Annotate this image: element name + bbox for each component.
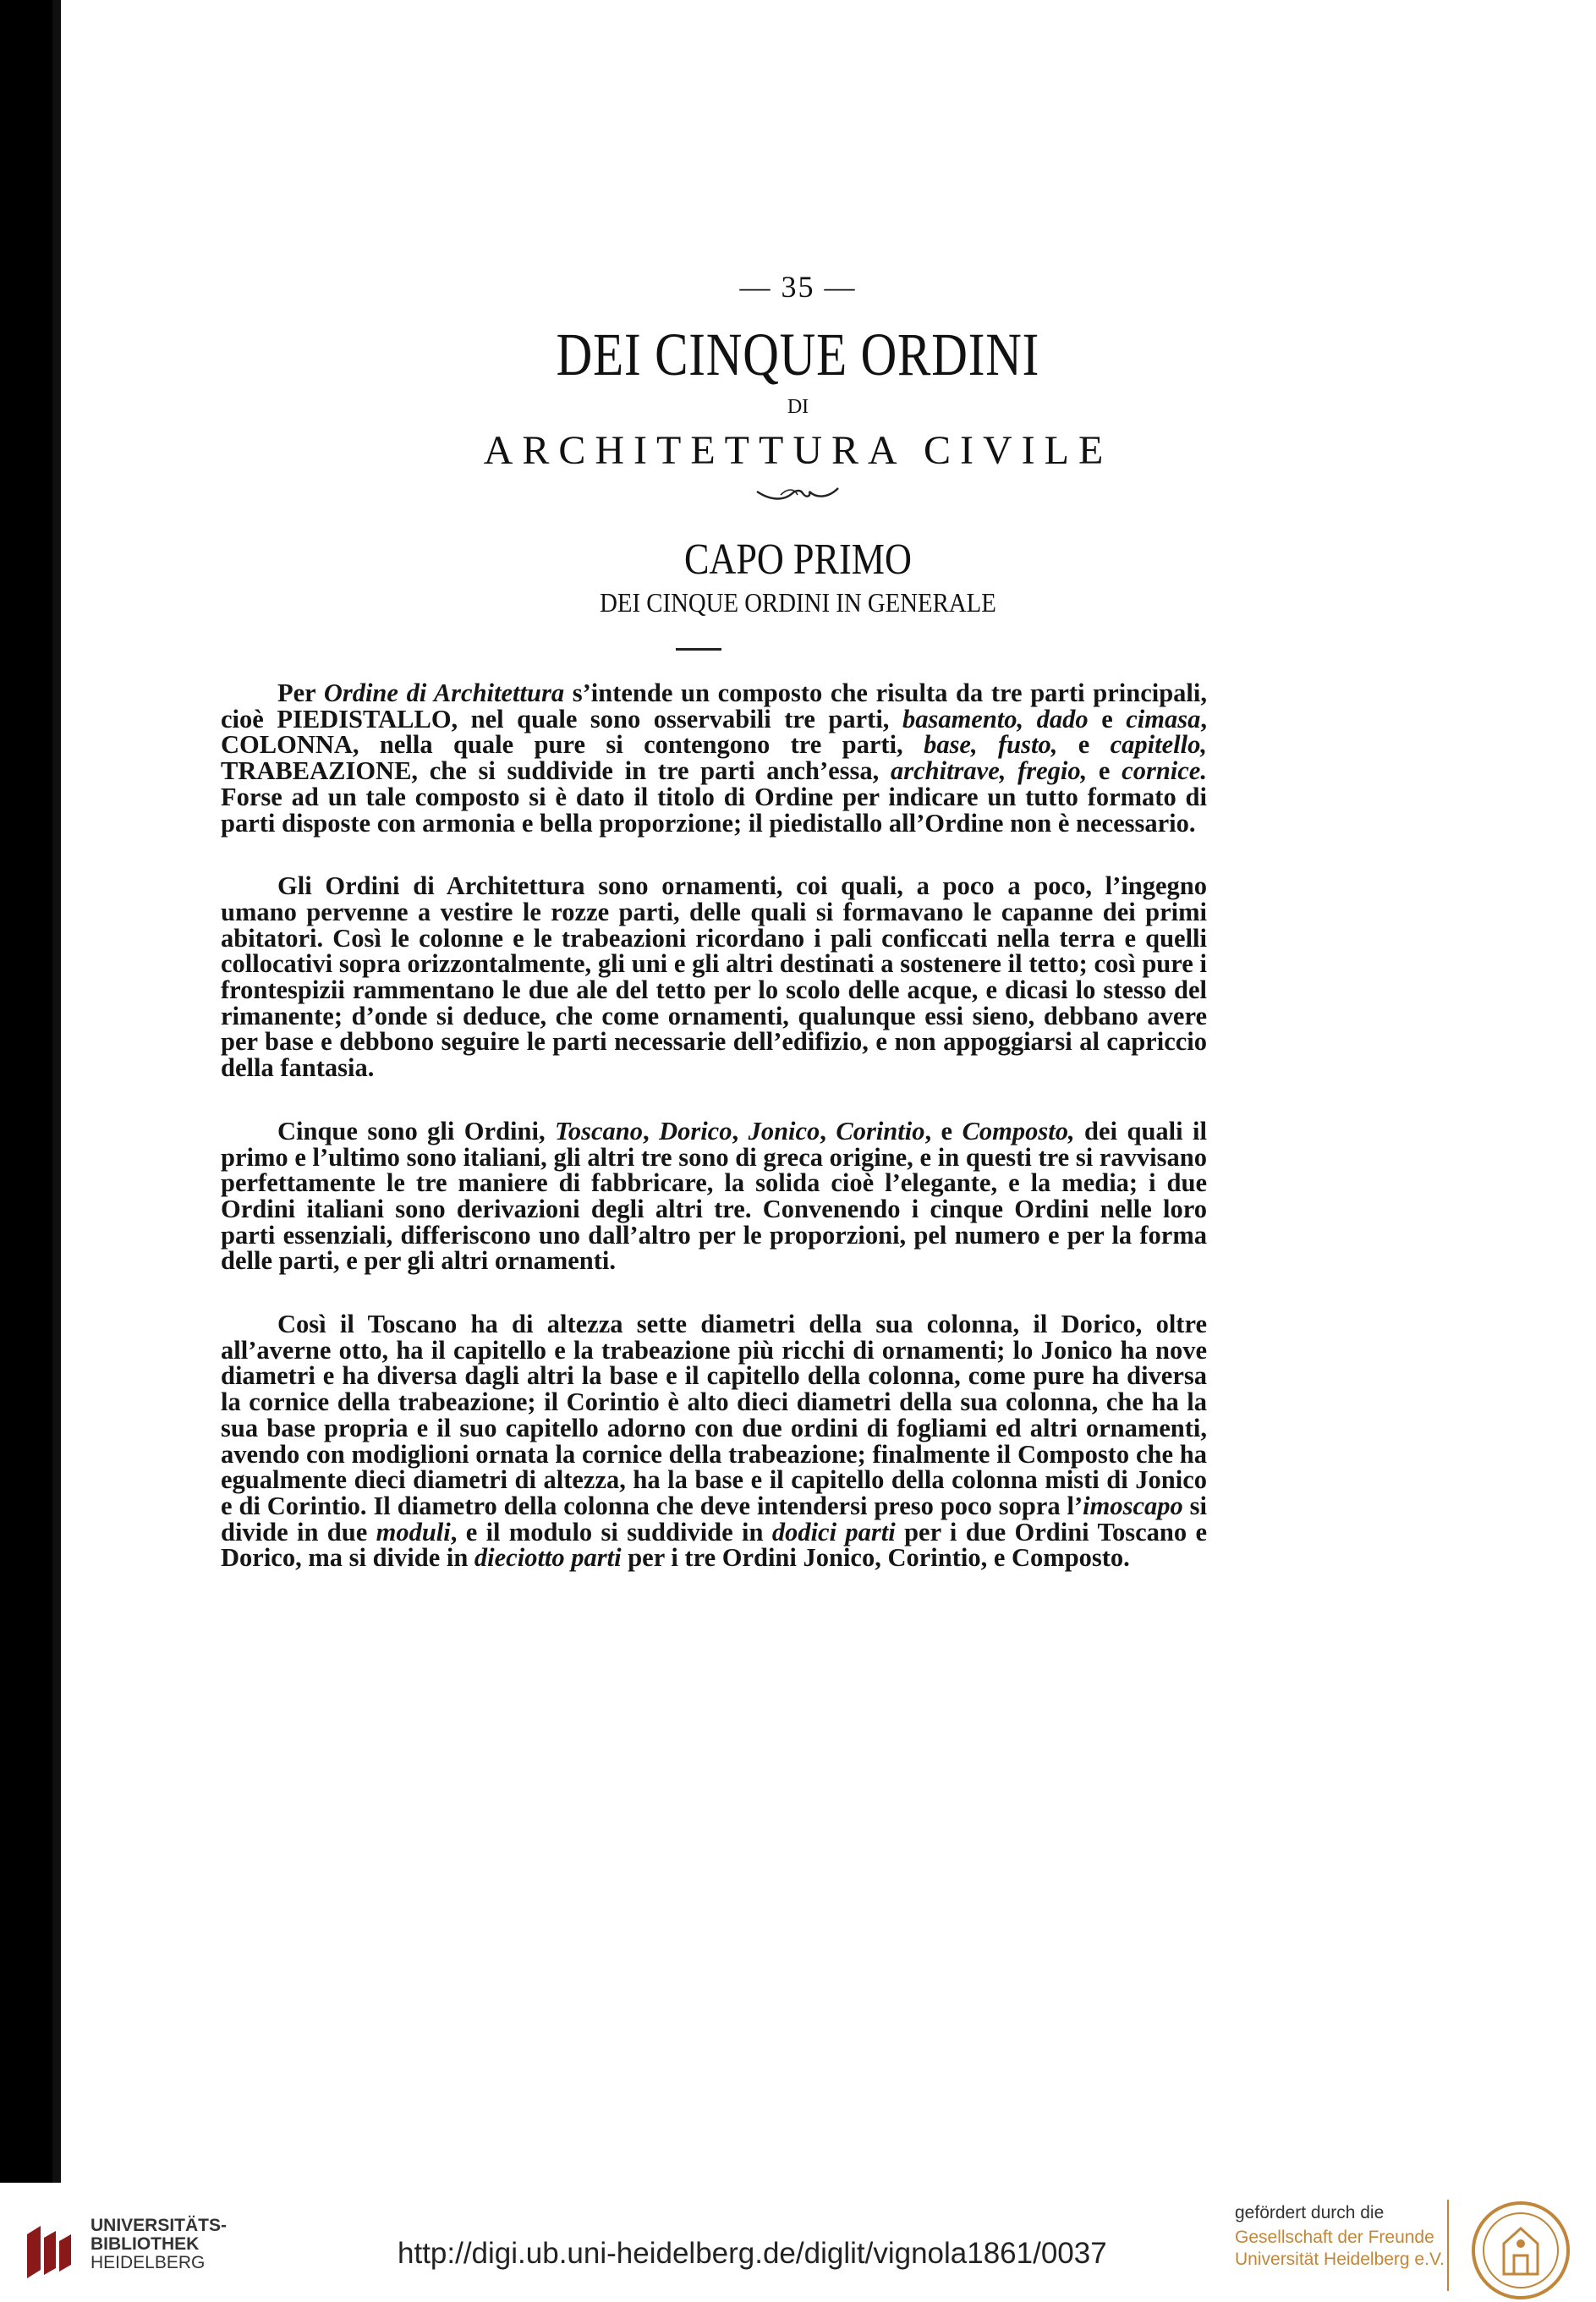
text-run: , xyxy=(642,1116,660,1146)
italic-term: base, fusto, xyxy=(924,730,1058,760)
italic-term: Ordine di Architettura xyxy=(323,679,565,707)
italic-term: dieciotto parti xyxy=(474,1543,622,1573)
text-run: per i due Ordini Toscano e Dorico, ma si divide in xyxy=(221,1517,1207,1573)
body-text xyxy=(221,680,1207,1608)
chapter-subtitle: DEI CINQUE ORDINI IN GENERALE xyxy=(600,587,996,618)
text-run: Cinque sono gli Ordini, xyxy=(277,1116,556,1146)
body-paragraph xyxy=(221,1118,1207,1274)
text-run: e xyxy=(1088,704,1127,733)
italic-term: Corintio xyxy=(836,1116,925,1146)
italic-term: dodici parti xyxy=(771,1517,896,1547)
italic-term: Toscano xyxy=(555,1116,643,1146)
page-number: — 35 — xyxy=(739,270,857,304)
italic-term: basamento, dado xyxy=(902,704,1089,733)
text-run: , COLONNA, nella quale pure si contengono tre parti, xyxy=(221,704,1207,760)
text-run: e xyxy=(1087,756,1122,786)
text-run: , e il modulo si suddivide in xyxy=(450,1517,772,1547)
library-name-line: UNIVERSITÄTS- xyxy=(90,2216,228,2235)
body-paragraph xyxy=(221,1311,1207,1571)
text-run: , xyxy=(732,1116,749,1146)
text-run: Così il Toscano ha di altezza sette diametri della sua colonna, il Dorico, oltre all’averne otto, ha il capitello e la trabeazione più ricchi di ornamenti; lo Jonico ha nove diametri e ha diversa dagli altri la base e il capitello della colonna, come pure ha diversa la cornice della trabeazione; il Corintio è alto dieci diametri della sua colonna, che ha la sua base propria e il suo capitello adorno con due ordini di fogliami ed altri ornamenti, avendo con modiglioni ornata la cornice della trabeazione; finalmente il Composto che ha egualmente dieci diametri di altezza, ha la base e il capitello della colonna misti di Jonico e di Corintio. Il diametro della colonna che deve intendersi preso poco sopra l’ xyxy=(221,1310,1207,1520)
text-run: e xyxy=(1057,730,1111,760)
text-run: per i tre Ordini Jonico, Corintio, e Composto. xyxy=(621,1543,1130,1573)
ornament-flourish-icon xyxy=(755,485,840,503)
text-run: Gli Ordini di Architettura sono ornamenti, coi quali, a poco a poco, l’ingegno umano pervenne a vestire le rozze parti, delle quali si formavano le capanne dei primi abitatori. Così le colonne e le trabeazioni ricordano i pali conficcati nella terra e quelli collocativi sopra orizzontalmente, gli uni e gli altri destinati a sostenere il tetto; così pure i frontespizii rammentano le due ale del tetto per lo scolo delle acque, e dicasi lo stesso del rimanente; d’onde si deduce, che come ornamenti, qualunque essi sieno, debbano avere per base e debbono seguire le parti necessarie dell’edifizio, e non appoggiarsi al capriccio della fantasia. xyxy=(221,871,1207,1083)
italic-term: imoscapo xyxy=(1083,1491,1183,1520)
italic-term: capitello, xyxy=(1110,730,1207,760)
source-url-link[interactable]: http://digi.ub.uni-heidelberg.de/diglit/vignola1861/0037 xyxy=(398,2237,1107,2270)
document-subtitle: ARCHITETTURA CIVILE xyxy=(483,428,1113,473)
library-name-line: HEIDELBERG xyxy=(90,2253,206,2272)
italic-term: cornice. xyxy=(1122,756,1207,786)
sponsor-divider xyxy=(1447,2200,1449,2291)
sponsor-name-line: Universität Heidelberg e.V. xyxy=(1235,2250,1445,2269)
text-run: s’intende un composto che risulta da tre parti principali, cioè PIEDISTALLO, nel quale sono osservabili tre parti, xyxy=(221,679,1207,733)
text-run: Forse ad un tale composto si è dato il titolo di Ordine per indicare un tutto formato di parti disposte con armonia e bella proporzione; il piedistallo all’Ordine non è necessario. xyxy=(221,782,1207,838)
ub-heidelberg-logo-icon xyxy=(22,2222,76,2282)
footer-bar xyxy=(0,2183,1596,2302)
text-run: , e xyxy=(924,1116,963,1146)
body-paragraph xyxy=(221,873,1207,1081)
text-run: si divide in due xyxy=(221,1491,1207,1547)
university-seal-icon xyxy=(1470,2200,1571,2301)
italic-term: architrave, fregio, xyxy=(890,756,1088,786)
text-run: , xyxy=(820,1116,836,1146)
italic-term: Composto, xyxy=(962,1116,1075,1146)
text-run: dei quali il primo e l’ultimo sono italiani, gli altri tre sono di greca origine, e in questi tre si ravvisano perfettamente le tre maniere di fabbricare, la solida cioè l’elegante, e la media; i due Ordini italiani sono derivazioni degli altri tre. Convenendo i cinque Ordini nelle loro parti essenziali, differiscono uno dall’altro per le proporzioni, pel numero e per la forma delle parti, e per gli altri ornamenti. xyxy=(221,1116,1208,1276)
italic-term: moduli xyxy=(376,1517,451,1547)
text-run: Per xyxy=(277,679,324,707)
chapter-title: CAPO PRIMO xyxy=(683,536,912,584)
document-title: DEI CINQUE ORDINI xyxy=(556,321,1040,388)
library-name xyxy=(90,2217,227,2272)
italic-term: Jonico xyxy=(748,1116,820,1146)
sponsor-label: gefördert durch die xyxy=(1235,2203,1385,2222)
sponsor-name-line: Gesellschaft der Freunde xyxy=(1235,2228,1434,2247)
italic-term: cimasa xyxy=(1126,704,1201,733)
italic-term: Dorico xyxy=(659,1116,732,1146)
sponsor-name xyxy=(1235,2227,1445,2271)
text-run: TRABEAZIONE, che si suddivide in tre parti anch’essa, xyxy=(221,756,891,786)
section-rule xyxy=(676,648,721,651)
title-connector: DI xyxy=(787,396,809,418)
body-paragraph xyxy=(221,680,1207,836)
library-name-line: BIBLIOTHEK xyxy=(90,2234,200,2254)
